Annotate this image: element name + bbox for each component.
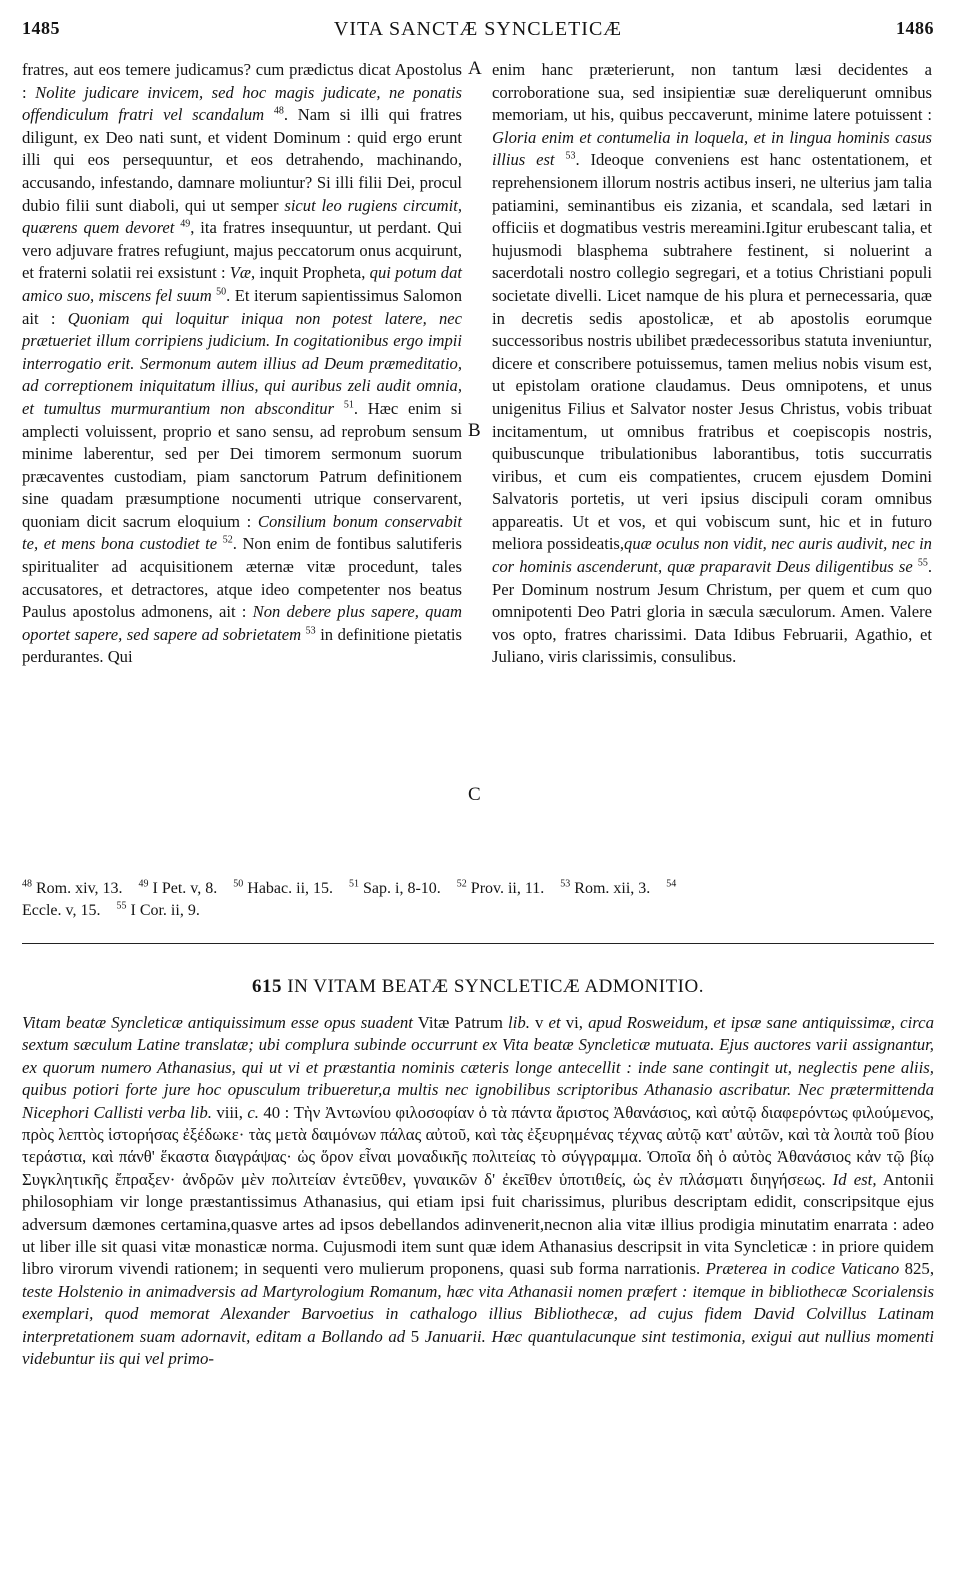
section-title: IN VITAM BEATÆ SYNCLETICÆ ADMONITIO. bbox=[287, 976, 704, 997]
footnote-line-1: $^{48}$ Rom. xiv, 13. $^{49}$ I Pet. v, 8. $^{50}$ Habac. ii, 15. $^{51}$ Sap. i, 8-10. $^{52}$ Prov. ii, 11. $^{53}$ Rom. xii, 3. $^{54}$ bbox=[22, 878, 677, 897]
footnote-number: 48 bbox=[22, 878, 32, 890]
section-heading bbox=[22, 976, 934, 998]
footnote-ref: 49 bbox=[180, 218, 191, 230]
footnote-ref: 55 bbox=[917, 557, 928, 569]
right-column bbox=[492, 59, 932, 669]
footnote-number: 55 bbox=[116, 900, 127, 912]
footnote-number: 51 bbox=[349, 878, 360, 890]
footnote-ref: 48 bbox=[273, 105, 284, 117]
section-divider bbox=[22, 943, 934, 944]
footnote-number: 50 bbox=[233, 878, 244, 890]
footnote-number: 54 bbox=[666, 878, 677, 890]
footnote-number: 53 bbox=[560, 878, 571, 890]
admonitio-paragraph: Vitam beatæ Syncleticæ antiquissimum esse opus suadent Vitæ Patrum lib. v et vi, apud Rosweidum, et ipsæ sane antiquissimæ, circa sextum sæculum Latine translatæ; ubi complura subinde occurrunt ex Vita beatæ Syncleticæ mutuata. Ejus auctores varii assignantur, ex quorum numero Athanasius, qui ut vi et præstantia nominis cæteris longe antecellit : inde sane contingit ut, neglectis pene aliis, quibus potiori forte jure hoc opusculum tribueretur,a multis nec ignobilibus scriptoribus Athanasio ascribatur. Nec prætermittenda Nicephori Callisti verba lib. viii, c. 40 : Τὴν Ἀντωνίου φιλοσοφίαν ὁ τὰ πάντα ἄριστος Ἀθανάσιος, καὶ αὐτῷ διαφερόντως φιλούμενος, πρὸς λεπτὸς ἱστορήσας ἐξέδωκε· τὰς μετὰ δαιμόνων πάλας αὐτοῦ, καὶ τὰς ἐξευρημένας τέχνας αὐτῷ κατ' αὐτῶν, καὶ τὰ λοιπὰ τοῦ βίου τεράστια, καὶ πάνθ' ἕκαστα διαγράψας· ὡς ὅρον εἶναι μοναδικῆς πολιτείας τὸ σύγγραμμα. Ὁποῖα δὴ ὁ αὐτὸς Ἀθανάσιος κἀν τῷ βίῳ Συγκλητικῆς ἔπραξεν· ἀνδρῶν μὲν πολιτείαν ἐντεῦθεν, γυναικῶν δ' ἐκεῖθεν ὑποτιθείς, ὡς ἐν πλάσματι διηγήσεως. Id est, Antonii philosophiam vir longe præstantissimus Athanasius, qui etiam ipsi fuit charissimus, pluribus descriptam edidit, conscripsitque ejus adversum dæmones certamina,quasve artes ad ipsos debellandos adinvenerit,necnon alia vitæ illius prodigia minutatim enarrata : adeo ut liber ille sit quasi vitæ monasticæ norma. Cujusmodi item sunt quæ idem Athanasius descripsit in vita Syncleticæ : in priore quidem libro virorum vivendi rationem; in sequenti vero mulierum proponens, quasi sub forma narrationis. Præterea in codice Vaticano 825, teste Holstenio in animadversis ad Martyrologium Romanum, hæc vita Athanasii nomen præfert : itemque in bibliothecæ Scorialensis exemplari, quod memorat Alexander Barvoetius in cathalogo illius Bibliothecæ, ad cujus fidem David Colvillus Latinam interpretationem suam adornavit, editam a Bollando ad 5 Januarii. Hæc quantulacunque sint testimonia, exigui aut nullius momenti videbuntur iis qui vel primo- bbox=[22, 1013, 935, 1369]
footnotes bbox=[22, 878, 934, 922]
footnote-number: 49 bbox=[138, 878, 149, 890]
footnote-number: 52 bbox=[456, 878, 467, 890]
page-number-left: 1485 bbox=[22, 18, 60, 38]
margin-marker-a: A bbox=[468, 58, 482, 79]
footnote-ref: 50 bbox=[216, 286, 227, 298]
right-column-text: enim hanc præterierunt, non tantum læsi decidentes a corroboratione sua, sed insipientiæ suæ dereliquerunt omnibus memoriam, ut his, quibus peccaverunt, minime latere potuissent : Gloria enim et contumelia in loquela, et in lingua hominis casus illius est $^{53}$. Ideoque conveniens est hanc ostentationem, et reprehensionem illorum nostris actibus inseri, ne ulterius jam talia patiamini, seminantibus eis zizania, et scandala, sed lætari in officiis et dogmatibus vestris mereamini.Igitur erubescant talia, et hujusmodi blasphema subtrahere festinent, si noluerint a sacerdotali nostro collegio segregari, et a totius Christiani populi societate divelli. Licet namque de his plura et pernecessaria, quæ in decretis sedis apostolicæ, et ab apostolis eorumque successoribus nostris ubilibet prædecessoribus statuta inveniuntur, dicere et conscribere potuissemus, tamen melius nobis visum est, ut epistolam oratione claudamus. Deus omnipotens, et unus unigenitus Filius et Salvator noster Jesus Christus, vobis tribuat incitamentum, ut omnibus fratribus et coepiscopis nostris, quibuscunque tribulationibus laborantibus, totis succurratis viribus, et cum eis compatientes, crucem ejusdem Domini Salvatoris portetis, ut veri ipsius discipuli coram omnibus appareatis. Ut et vos, et qui vobiscum sunt, hic et in futuro meliora possideatis,quæ oculus non vidit, nec auris audivit, nec in cor hominis ascenderunt, quæ praparavit Deus diligentibus se $^{55}$. Per Dominum nostrum Jesum Christum, per quem et cum quo omnipotenti Deo Patri gloria in sæcula sæculorum. Amen. Valere vos opto, fratres charissimi. Data Idibus Februarii, Agathio, et Juliano, viris clarissimis, consulibus. bbox=[492, 60, 933, 667]
footnote-ref: 52 bbox=[222, 534, 233, 546]
left-column bbox=[22, 59, 462, 669]
running-title: VITA SANCTÆ SYNCLETICÆ bbox=[333, 18, 623, 40]
page-header bbox=[22, 18, 934, 44]
footnote-ref: 53 bbox=[305, 625, 316, 637]
section-number: 615 bbox=[252, 976, 283, 997]
footnote-line-2: Eccle. v, 15. $^{55}$ I Cor. ii, 9. bbox=[22, 900, 200, 919]
left-column-text: fratres, aut eos temere judicamus? cum prædictus dicat Apostolus : Nolite judicare invicem, sed hoc magis judicate, ne ponatis offendiculum fratri vel scandalum $^{48}$. Nam si illi qui fratres diligunt, ex Deo nati sunt, et vident Dominum : quid ergo erunt illi qui eos persequuntur, et eos detrahendo, machinando, accusando, infestando, damnare moliuntur? Si illi filii Dei, procul dubio filii sunt diaboli, qui ut semper sicut leo rugiens circumit, quærens quem devoret $^{49}$, ita fratres insequuntur, ut perdant. Qui vero adjuvare fratres refugiunt, majus peccatorum onus acquirunt, et fraterni solatii rei exsistunt : Væ, inquit Propheta, qui potum dat amico suo, miscens fel suum $^{50}$. Et iterum sapientissimus Salomon ait : Quoniam qui loquitur iniqua non potest latere, nec prætueriet illum corripiens judicium. In cogitationibus ergo impii interrogatio erit. Sermonum autem illius ad Deum præmeditatio, ad correptionem iniquitatum illius, qui auribus zeli audit omnia, et tumultus murmurantium non absconditur $^{51}$. Hæc enim si amplecti voluissent, proprio et sano sensu, ad reprobum sensum minime laberentur, sed per Dei timorem sermonum suorum præcaventes custodiam, piam sanctorum Patrum definitionem sine quadam præsumptione nocumenti utrique conservarent, quoniam dicit sacrum eloquium : Consilium bonum conservabit te, et mens bona custodiet te $^{52}$. Non enim de fontibus salutiferis spiritualiter ad acquisitionem æternæ vitæ procedunt, tales accusatores, et detractores, atque ideo competenter nos beatus Paulus apostolus admonens, ait : Non debere plus sapere, quam oportet sapere, sed sapere ad sobrietatem $^{53}$ in definitione pietatis perdurantes. Qui bbox=[22, 60, 463, 667]
margin-marker-c: C bbox=[468, 784, 481, 805]
admonitio-text bbox=[22, 1012, 934, 1371]
footnote-ref: 53 bbox=[565, 150, 576, 162]
page-number-right: 1486 bbox=[896, 18, 934, 38]
footnote-ref: 51 bbox=[343, 399, 354, 411]
margin-marker-b: B bbox=[468, 420, 481, 441]
